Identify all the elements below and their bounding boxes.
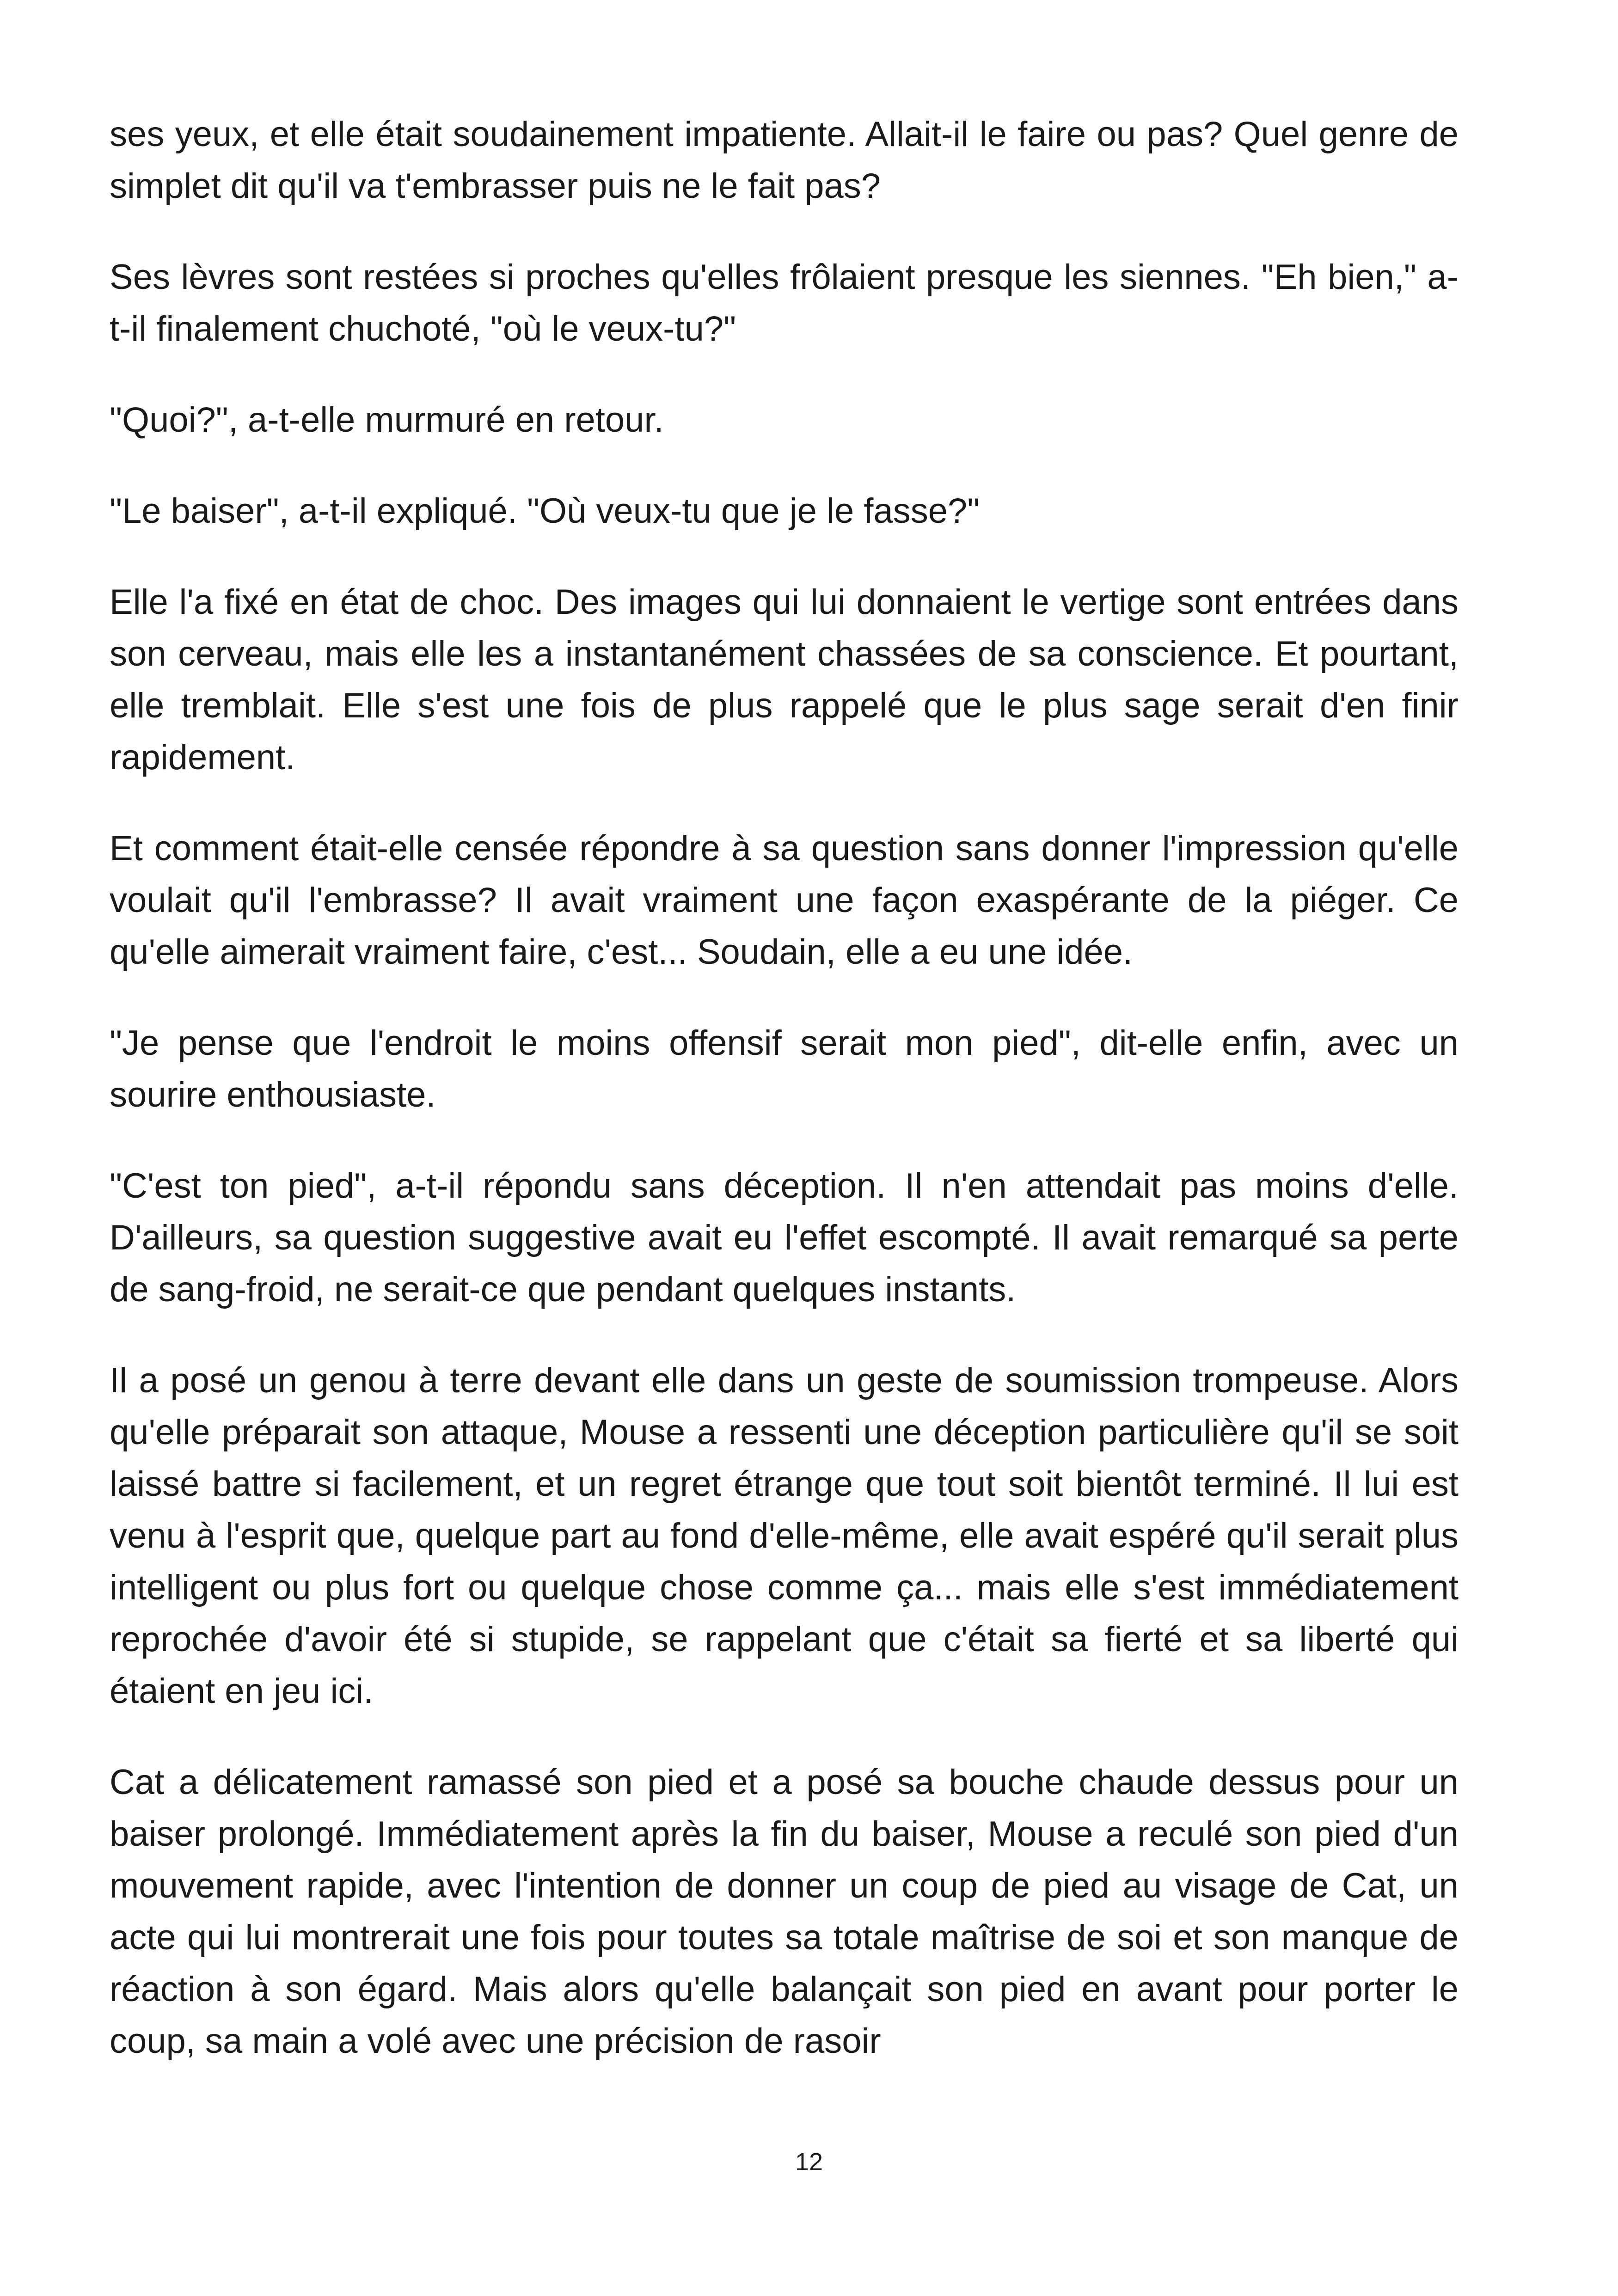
paragraph: "Le baiser", a-t-il expliqué. "Où veux-tu que je le fasse?" — [110, 491, 980, 531]
paragraph: Cat a délicatement ramassé son pied et a posé sa bouche chaude dessus pour un baiser prolongé. Immédiatement après la fin du baiser, Mouse a reculé son pied d'un mouvement rapide, avec l'intention de donner un coup de pied au visage de Cat, un acte qui lui montrerait une fois pour toutes sa totale maîtrise de soi et son manque de réaction à son égard. Mais alors qu'elle balançait son pied en avant pour porter le coup, sa main a volé avec une précision de rasoir — [110, 1763, 1459, 2061]
paragraph: "Quoi?", a-t-elle murmuré en retour. — [110, 400, 664, 440]
paragraph: Il a posé un genou à terre devant elle dans un geste de soumission trompeuse. Alors qu'elle préparait son attaque, Mouse a ressenti une déception particulière qu'il se soit laissé battre si facilement, et un regret étrange que tout soit bientôt terminé. Il lui est venu à l'esprit que, quelque part au fond d'elle-même, elle avait espéré qu'il serait plus intelligent ou plus fort ou quelque chose comme ça... mais elle s'est immédiatement reprochée d'avoir été si stupide, se rappelant que c'était sa fierté et sa liberté qui étaient en jeu ici. — [110, 1361, 1459, 1711]
paragraph: Ses lèvres sont restées si proches qu'elles frôlaient presque les siennes. "Eh bien," a-t-il finalement chuchoté, "où le veux-tu?" — [110, 257, 1459, 349]
paragraph: ses yeux, et elle était soudainement impatiente. Allait-il le faire ou pas? Quel genre de simplet dit qu'il va t'embrasser puis ne le fait pas? — [110, 115, 1459, 206]
paragraph: Et comment était-elle censée répondre à sa question sans donner l'impression qu'elle voulait qu'il l'embrasse? Il avait vraiment une façon exaspérante de la piéger. Ce qu'elle aimerait vraiment faire, c'est... Soudain, elle a eu une idée. — [110, 829, 1459, 972]
paragraph: "C'est ton pied", a-t-il répondu sans déception. Il n'en attendait pas moins d'elle. D'ailleurs, sa question suggestive avait eu l'effet escompté. Il avait remarqué sa perte de sang-froid, ne serait-ce que pendant quelques instants. — [110, 1166, 1459, 1309]
page-number: 12 — [795, 2148, 823, 2176]
body-text — [110, 109, 1459, 2067]
paragraph: "Je pense que l'endroit le moins offensif serait mon pied", dit-elle enfin, avec un sourire enthousiaste. — [110, 1023, 1459, 1114]
paragraph: Elle l'a fixé en état de choc. Des images qui lui donnaient le vertige sont entrées dans son cerveau, mais elle les a instantanément chassées de sa conscience. Et pourtant, elle tremblait. Elle s'est une fois de plus rappelé que le plus sage serait d'en finir rapidement. — [110, 582, 1459, 777]
